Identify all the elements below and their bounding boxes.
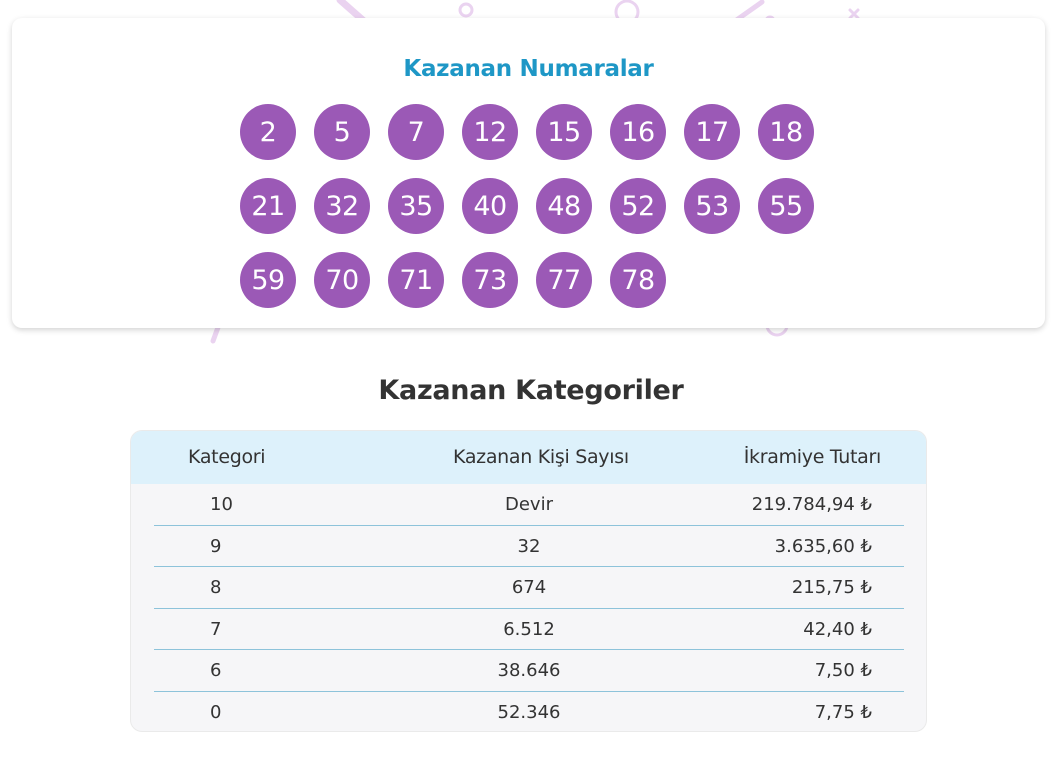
number-ball: 12 (462, 104, 518, 160)
row-winners: 32 (517, 535, 541, 557)
header-winners: Kazanan Kişi Sayısı (453, 446, 629, 468)
table-row (154, 609, 904, 651)
row-category: 9 (210, 535, 222, 557)
number-ball: 70 (314, 252, 370, 308)
number-ball: 7 (388, 104, 444, 160)
number-ball: 48 (536, 178, 592, 234)
table-body (154, 484, 904, 732)
winning-numbers-grid (240, 104, 840, 308)
row-category: 0 (210, 701, 222, 723)
number-ball: 40 (462, 178, 518, 234)
number-ball: 5 (314, 104, 370, 160)
winning-numbers-title: Kazanan Numaralar (403, 56, 654, 82)
number-ball: 18 (758, 104, 814, 160)
number-ball: 73 (462, 252, 518, 308)
row-winners: 52.346 (497, 701, 561, 723)
number-ball: 77 (536, 252, 592, 308)
row-prize: 215,75 ₺ (791, 577, 872, 599)
winning-categories-table (130, 430, 927, 732)
row-category: 10 (210, 494, 233, 515)
table-header (131, 431, 926, 484)
header-category: Kategori (188, 446, 266, 468)
row-category: 6 (210, 660, 222, 682)
table-row (154, 567, 904, 609)
table-row (154, 692, 904, 732)
number-ball: 2 (240, 104, 296, 160)
table-row (154, 650, 904, 692)
table-row (154, 484, 904, 526)
number-ball: 78 (610, 252, 666, 308)
number-ball: 35 (388, 178, 444, 234)
number-ball: 71 (388, 252, 444, 308)
row-category: 8 (210, 577, 222, 599)
row-winners: 674 (511, 577, 547, 599)
number-ball: 32 (314, 178, 370, 234)
winning-numbers-card (12, 18, 1045, 328)
header-prize: İkramiye Tutarı (743, 446, 881, 468)
number-ball: 52 (610, 178, 666, 234)
row-prize: 3.635,60 ₺ (774, 535, 872, 557)
number-ball: 59 (240, 252, 296, 308)
row-winners: Devir (505, 494, 553, 515)
number-ball: 16 (610, 104, 666, 160)
winning-categories-title: Kazanan Kategoriler (378, 375, 684, 406)
row-prize: 7,50 ₺ (814, 660, 872, 682)
row-prize: 219.784,94 ₺ (751, 494, 872, 515)
row-prize: 42,40 ₺ (803, 618, 872, 640)
table-row (154, 526, 904, 568)
number-ball: 17 (684, 104, 740, 160)
row-winners: 38.646 (497, 660, 561, 682)
number-ball: 15 (536, 104, 592, 160)
row-category: 7 (210, 618, 222, 640)
number-ball: 55 (758, 178, 814, 234)
number-ball: 21 (240, 178, 296, 234)
number-ball: 53 (684, 178, 740, 234)
row-prize: 7,75 ₺ (814, 701, 872, 723)
row-winners: 6.512 (503, 618, 555, 640)
